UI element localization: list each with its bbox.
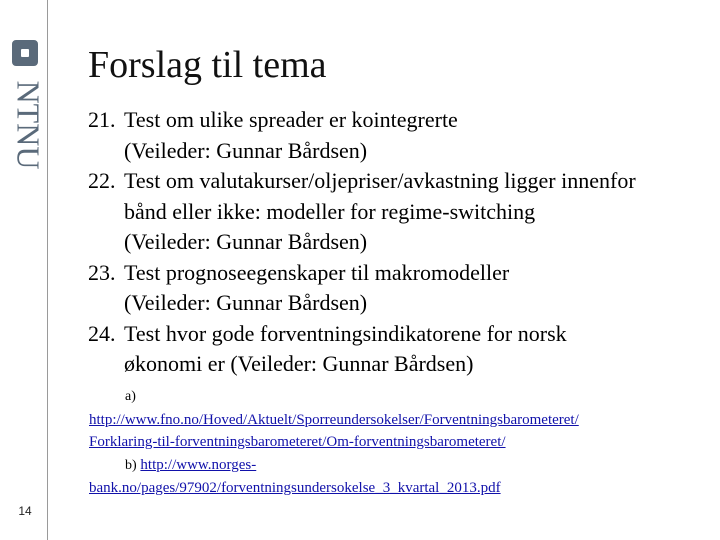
svg-text:NTNU: NTNU bbox=[10, 80, 47, 170]
ntnu-logo-text bbox=[8, 70, 47, 180]
sidebar-divider bbox=[47, 0, 48, 540]
topic-number: 21. bbox=[88, 107, 116, 132]
topic-list bbox=[88, 105, 708, 380]
reference-link[interactable]: http://www.fno.no/Hoved/Aktuelt/Sporreundersokelser/Forventningsbarometeret/ Forklaring-til-forventningsbarometeret/Om-forventningsbarometeret/ bbox=[89, 411, 579, 450]
topic-item bbox=[88, 166, 708, 258]
reference-a bbox=[89, 385, 709, 454]
reference-links bbox=[89, 385, 709, 500]
topic-number: 24. bbox=[88, 320, 116, 346]
reference-link[interactable]: http://www.norges- bank.no/pages/97902/forventningsundersokelse_3_kvartal_2013.pdf bbox=[89, 456, 501, 496]
topic-text: Test hvor gode forventningsindikatorene for norsk økonomi er (Veileder: Gunnar Bårdsen) bbox=[124, 320, 567, 376]
topic-item bbox=[88, 258, 708, 319]
sidebar bbox=[0, 0, 48, 540]
slide-number: 14 bbox=[18, 504, 32, 518]
slide-title: Forslag til tema bbox=[88, 44, 327, 86]
ntnu-logo-icon bbox=[12, 40, 38, 66]
reference-marker: b) bbox=[125, 457, 137, 473]
topic-text: Test om valutakurser/oljepriser/avkastning ligger innenfor bånd eller ikke: modeller for regime-switching (Veileder: Gunnar Bårdsen) bbox=[124, 168, 636, 254]
reference-marker: a) bbox=[125, 389, 136, 404]
topic-number: 23. bbox=[88, 259, 116, 285]
topic-item bbox=[88, 319, 708, 380]
topic-item bbox=[88, 105, 708, 166]
topic-text: Test prognoseegenskaper til makromodeller (Veileder: Gunnar Bårdsen) bbox=[124, 259, 510, 315]
topic-number: 22. bbox=[88, 168, 116, 193]
topic-text: Test om ulike spreader er kointegrerte (Veileder: Gunnar Bårdsen) bbox=[124, 107, 458, 163]
reference-b bbox=[89, 454, 709, 500]
